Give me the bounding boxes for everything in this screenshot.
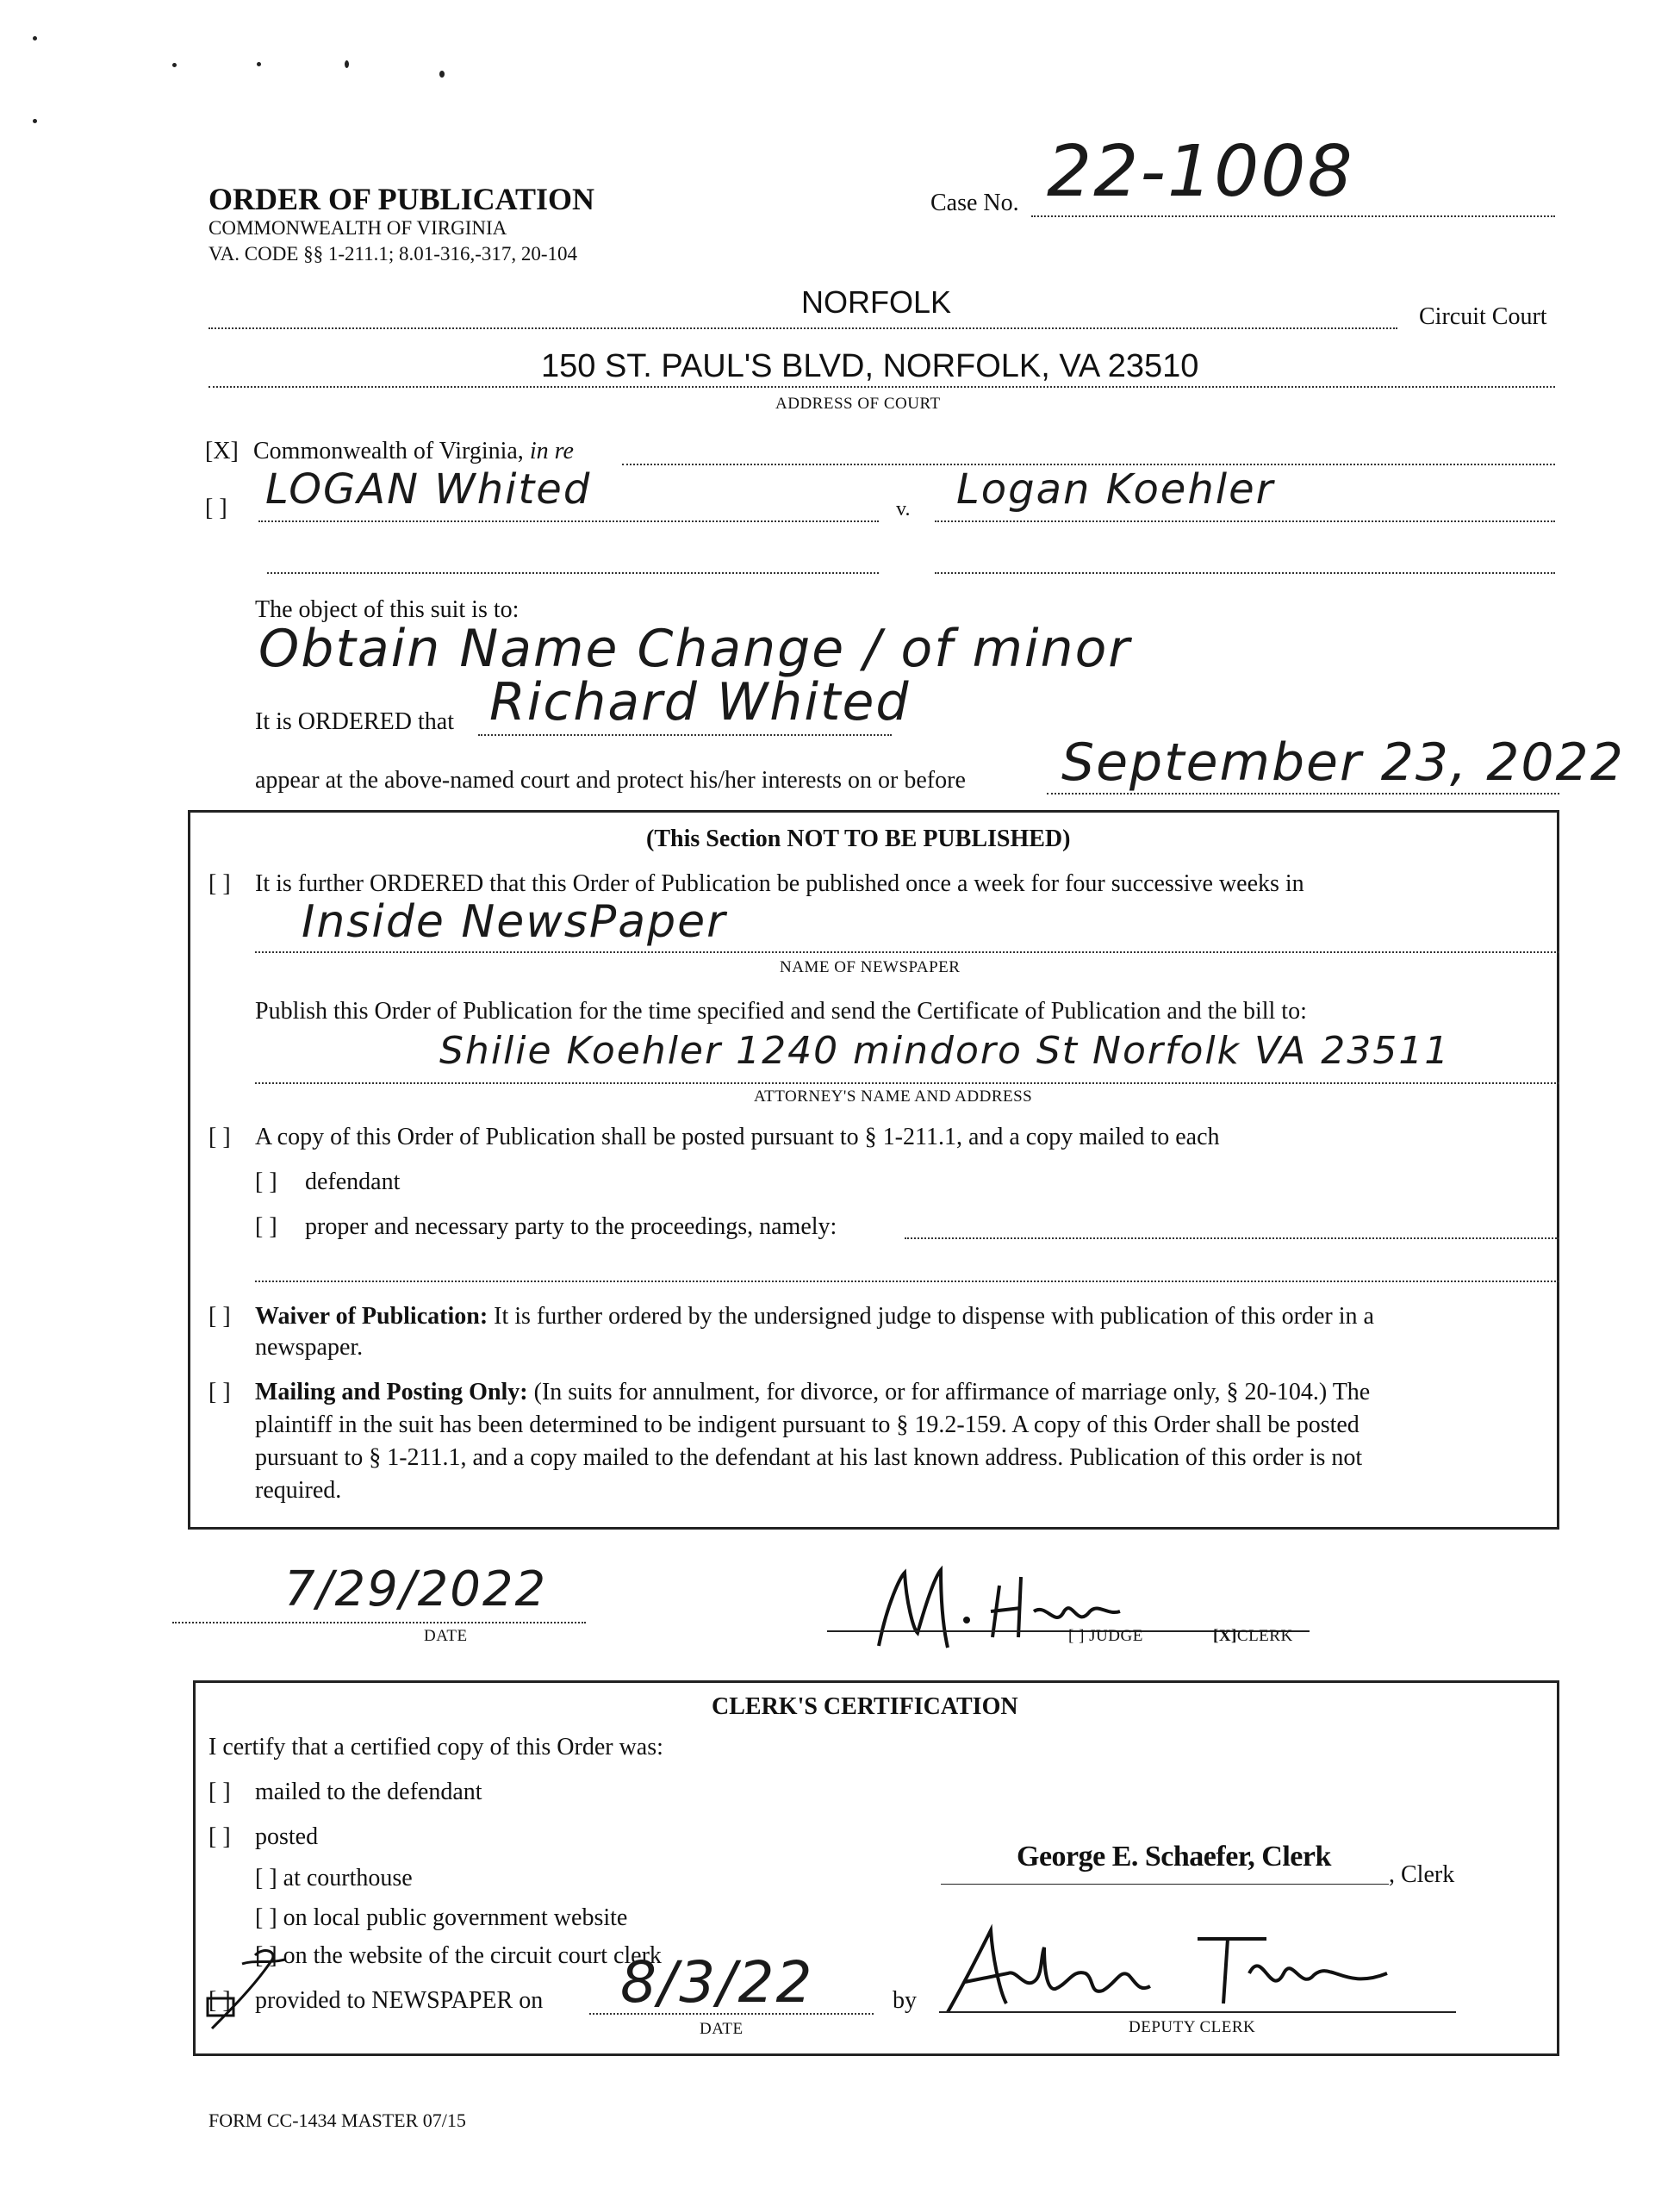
clerk-name-stamp: George E. Schaefer, Clerk	[1017, 1841, 1331, 1873]
waiver-text-2: newspaper.	[255, 1334, 364, 1361]
waiver-text: Waiver of Publication: It is further ordered by the undersigned judge to dispense with publication of this order in a	[255, 1303, 1374, 1330]
court-address-caption: ADDRESS OF COURT	[775, 395, 941, 413]
ordered-party-line	[478, 734, 892, 736]
defendant-checkbox[interactable]: [ ]	[255, 1168, 277, 1195]
posted-checkbox[interactable]: [ ]	[208, 1823, 231, 1850]
mailing-heading: Mailing and Posting Only:	[255, 1379, 528, 1405]
appear-date-line	[1047, 793, 1559, 795]
order-date-value[interactable]: 7/29/2022	[284, 1561, 548, 1617]
commonwealth-label: Commonwealth of Virginia, in re	[253, 438, 574, 464]
mailing-checkbox[interactable]: [ ]	[208, 1379, 231, 1405]
case-number-label: Case No.	[930, 190, 1019, 216]
commonwealth-checkbox[interactable]: [X]	[205, 438, 239, 464]
waiver-heading: Waiver of Publication:	[255, 1303, 488, 1330]
deputy-clerk-caption: DEPUTY CLERK	[1129, 2018, 1256, 2036]
defendant-line	[935, 520, 1555, 522]
circuit-court-label: Circuit Court	[1419, 303, 1547, 330]
posted-label: posted	[255, 1823, 319, 1850]
form-number: FORM CC-1434 MASTER 07/15	[208, 2109, 466, 2131]
provided-date-caption: DATE	[700, 2020, 744, 2038]
circuit-website-checkbox[interactable]: [ ]	[255, 1942, 277, 1969]
newspaper-caption: NAME OF NEWSPAPER	[780, 958, 961, 976]
by-label: by	[893, 1987, 917, 2014]
order-date-line	[172, 1622, 586, 1623]
va-code-reference: VA. CODE §§ 1-211.1; 8.01-316,-317, 20-104	[208, 243, 578, 265]
mailed-label: mailed to the defendant	[255, 1779, 482, 1805]
plaintiff-name[interactable]: LOGAN Whited	[265, 465, 592, 514]
deputy-clerk-line	[939, 2011, 1456, 2013]
mailing-text-3: pursuant to § 1-211.1, and a copy mailed to the defendant at his last known address. Publication of this order is not	[255, 1444, 1363, 1471]
scan-speck	[439, 71, 445, 78]
newspaper-line	[255, 951, 1559, 953]
case-number-value[interactable]: 22-1008	[1047, 131, 1354, 213]
attorney-line	[255, 1082, 1559, 1084]
ordered-label: It is ORDERED that	[255, 708, 454, 735]
defendant-option-label: defendant	[305, 1168, 401, 1195]
provided-checkbox[interactable]: [ ]	[208, 1987, 231, 2014]
newspaper-name[interactable]: Inside NewsPaper	[302, 896, 727, 948]
clerk-suffix: , Clerk	[1389, 1861, 1455, 1888]
scan-speck	[33, 119, 37, 123]
object-of-suit[interactable]: Obtain Name Change / of minor	[258, 619, 1131, 679]
proper-party-line-2	[255, 1281, 1559, 1282]
scan-speck	[257, 62, 261, 66]
attorney-caption: ATTORNEY'S NAME AND ADDRESS	[754, 1087, 1033, 1106]
proper-party-label: proper and necessary party to the proceedings, namely:	[305, 1213, 837, 1240]
courthouse-option[interactable]: [ ] at courthouse	[255, 1865, 413, 1891]
mailing-text-2: plaintiff in the suit has been determined to be indigent pursuant to § 19.2-159. A copy of this Order shall be posted	[255, 1411, 1360, 1438]
proper-party-line	[905, 1237, 1559, 1239]
ordered-party[interactable]: Richard Whited	[489, 672, 911, 732]
appear-date[interactable]: September 23, 2022	[1061, 732, 1625, 793]
publish-instructions: Publish this Order of Publication for the time specified and send the Certificate of Publication and the bill to:	[255, 998, 1307, 1025]
certification-heading: CLERK'S CERTIFICATION	[712, 1693, 1018, 1720]
defendant-line-2	[935, 572, 1555, 574]
clerk-label[interactable]: [X]CLERK	[1213, 1627, 1293, 1645]
appear-label: appear at the above-named court and protect his/her interests on or before	[255, 767, 966, 794]
further-ordered-checkbox[interactable]: [ ]	[208, 870, 231, 897]
proper-party-checkbox[interactable]: [ ]	[255, 1213, 277, 1240]
local-website-option[interactable]: [ ] on local public government website	[255, 1904, 628, 1931]
clerk-check-mark: [X]	[1213, 1627, 1237, 1645]
plaintiff-line	[258, 520, 879, 522]
mailing-text-1: Mailing and Posting Only: (In suits for annulment, for divorce, or for affirmance of marriage only, § 20-104.) The	[255, 1379, 1371, 1405]
copy-posted-checkbox[interactable]: [ ]	[208, 1124, 231, 1150]
provided-label: provided to NEWSPAPER on	[255, 1987, 544, 2014]
plaintiff-checkbox[interactable]: [ ]	[205, 495, 227, 521]
form-title: ORDER OF PUBLICATION	[208, 182, 595, 216]
court-name[interactable]: NORFOLK	[801, 284, 952, 320]
versus-label: v.	[896, 498, 911, 520]
form-subtitle: COMMONWEALTH OF VIRGINIA	[208, 217, 507, 239]
court-address-line	[208, 386, 1555, 388]
in-re-text: in re	[529, 438, 574, 464]
plaintiff-line-2	[267, 572, 879, 574]
mailing-text-4: required.	[255, 1477, 342, 1504]
mailed-checkbox[interactable]: [ ]	[208, 1779, 231, 1805]
judge-label[interactable]: [ ] JUDGE	[1068, 1627, 1143, 1645]
attorney-name-address[interactable]: Shilie Koehler 1240 mindoro St Norfolk VA 23511	[439, 1029, 1451, 1073]
provided-date[interactable]: 8/3/22	[620, 1949, 814, 2016]
court-name-line	[208, 327, 1397, 329]
defendant-name[interactable]: Logan Koehler	[956, 465, 1275, 514]
object-label: The object of this suit is to:	[255, 596, 520, 623]
not-published-heading: (This Section NOT TO BE PUBLISHED)	[646, 826, 1071, 852]
scan-speck	[33, 36, 37, 41]
scan-speck	[345, 60, 349, 68]
certification-intro: I certify that a certified copy of this Order was:	[208, 1734, 663, 1760]
further-ordered-text: It is further ORDERED that this Order of Publication be published once a week for four successive weeks in	[255, 870, 1304, 897]
circuit-website-option[interactable]: [ ] on the website of the circuit court clerk	[255, 1942, 662, 1969]
court-address[interactable]: 150 ST. PAUL'S BLVD, NORFOLK, VA 23510	[541, 348, 1199, 384]
clerk-name-line	[941, 1884, 1389, 1885]
deputy-clerk-signature	[939, 1922, 1404, 2016]
local-website-checkbox[interactable]: [ ]	[255, 1904, 277, 1931]
case-number-line	[1031, 215, 1555, 217]
scan-speck	[172, 63, 177, 67]
copy-posted-text: A copy of this Order of Publication shall be posted pursuant to § 1-211.1, and a copy mailed to each	[255, 1124, 1220, 1150]
order-date-caption: DATE	[424, 1627, 468, 1645]
courthouse-checkbox[interactable]: [ ]	[255, 1865, 277, 1891]
checkbox-scribble-marks	[203, 1934, 307, 2037]
waiver-checkbox[interactable]: [ ]	[208, 1303, 231, 1330]
